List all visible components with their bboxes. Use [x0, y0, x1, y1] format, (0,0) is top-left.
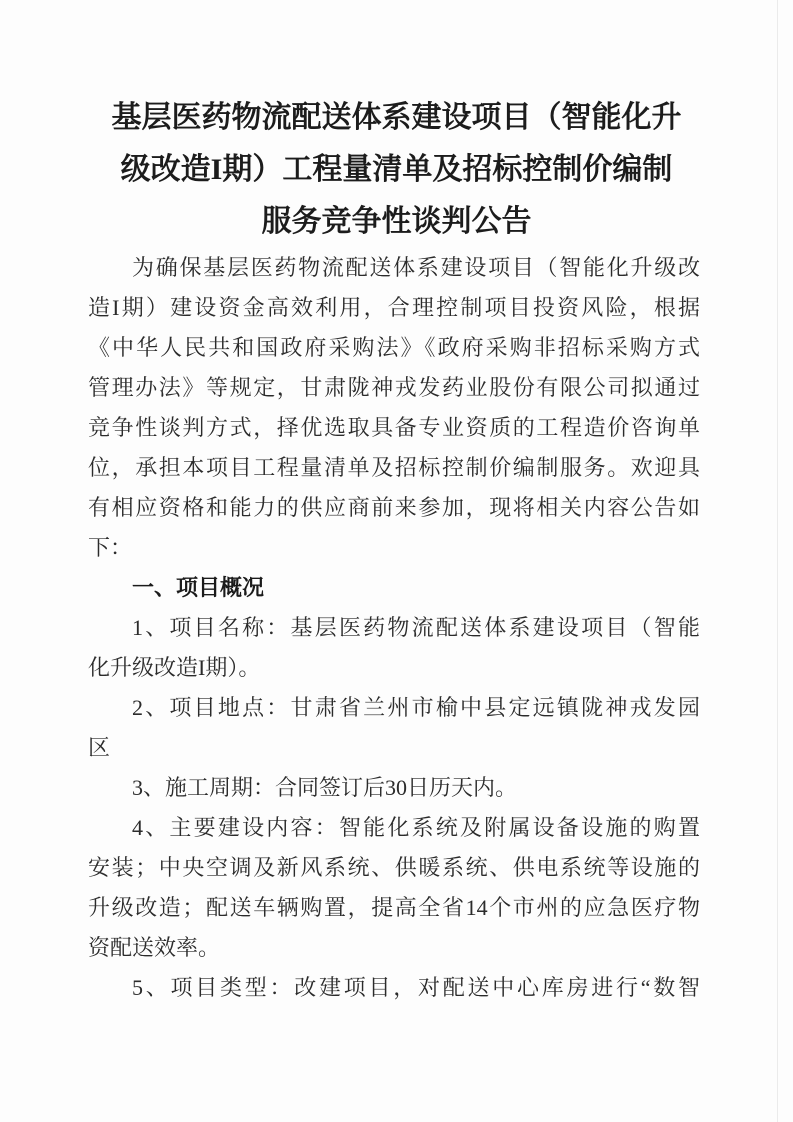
scan-edge-artifact	[777, 0, 778, 1122]
section-heading: 一、项目概况	[132, 575, 265, 600]
body-line: 位，承担本项目工程量清单及招标控制价编制服务。欢迎具	[88, 455, 700, 480]
title-line: 服务竞争性谈判公告	[261, 205, 532, 238]
body-line: 竞争性谈判方式，择优选取具备专业资质的工程造价咨询单	[88, 415, 700, 440]
body-line: 升级改造；配送车辆购置，提高全省14个市州的应急医疗物	[88, 895, 700, 920]
body-line: 造I期）建设资金高效利用，合理控制项目投资风险，根据	[88, 295, 700, 320]
title-line: 级改造I期）工程量清单及招标控制价编制	[120, 153, 673, 186]
body-line: 安装；中央空调及新风系统、供暖系统、供电系统等设施的	[88, 855, 700, 880]
body-line: 2、项目地点：甘肃省兰州市榆中县定远镇陇神戎发园	[132, 695, 700, 720]
body-line: 1、项目名称：基层医药物流配送体系建设项目（智能	[132, 615, 700, 640]
body-line: 区	[88, 735, 111, 760]
document-body	[88, 248, 700, 1008]
body-line: 化升级改造I期）。	[88, 655, 261, 680]
numbered-item-1	[88, 608, 700, 688]
body-line: 下：	[88, 535, 133, 560]
numbered-item-3	[88, 768, 700, 808]
body-line: 为确保基层医药物流配送体系建设项目（智能化升级改	[132, 255, 700, 280]
numbered-item-4	[88, 808, 700, 968]
body-line: 有相应资格和能力的供应商前来参加，现将相关内容公告如	[88, 495, 700, 520]
body-line: 《中华人民共和国政府采购法》《政府采购非招标采购方式	[88, 335, 700, 360]
body-line: 4、主要建设内容：智能化系统及附属设备设施的购置	[132, 815, 700, 840]
intro-paragraph	[88, 248, 700, 568]
numbered-item-5	[88, 968, 700, 1008]
numbered-item-2	[88, 688, 700, 768]
body-line: 3、施工周期：合同签订后30日历天内。	[132, 775, 518, 800]
body-line: 5、项目类型：改建项目，对配送中心库房进行“数智	[132, 975, 700, 1000]
body-line: 资配送效率。	[88, 935, 221, 960]
title-line: 基层医药物流配送体系建设项目（智能化升	[111, 101, 682, 134]
document-title	[60, 92, 733, 248]
body-line: 管理办法》等规定，甘肃陇神戎发药业股份有限公司拟通过	[88, 375, 700, 400]
